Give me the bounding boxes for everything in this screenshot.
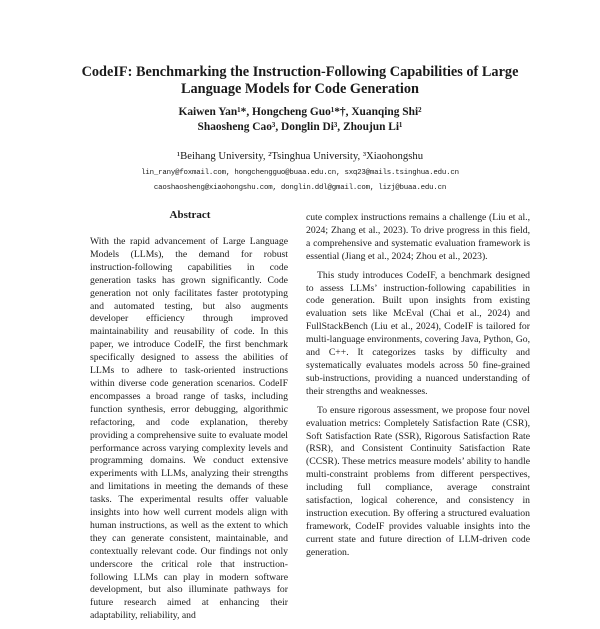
- emails-line-1: lin_rany@foxmail.com, hongchengguo@buaa.edu.cn, sxq23@mails.tsinghua.edu.cn: [141, 169, 459, 177]
- affiliations: ¹Beihang University, ²Tsinghua University, ³Xiaohongshu: [176, 150, 424, 162]
- emails-line-2: caoshaosheng@xiaohongshu.com, donglin.ddl@gmail.com, lizj@buaa.edu.cn: [153, 184, 447, 192]
- abstract-heading: Abstract: [169, 209, 211, 221]
- authors-line-2: Shaosheng Cao³, Donglin Di³, Zhoujun Li¹: [197, 121, 403, 133]
- authors-line-1: Kaiwen Yan¹*, Hongcheng Guo¹*†, Xuanqing Shi²: [178, 106, 422, 118]
- paper-title: [40, 64, 560, 98]
- right-column: [306, 212, 530, 566]
- abstract-text: With the rapid advancement of Large Language Models (LLMs), the demand for robust instruction-following capabilities in code generation tasks has grown significantly. Code generation not only facilitates faster prototyping and automated testing, but also augments developer efficiency through improved maintainability and reusability of code. In this paper, we introduce CodeIF, the first benchmark specifically designed to assess the abilities of LLMs to adhere to task-oriented instructions within diverse code generation scenarios. CodeIF encompasses a broad range of tasks, including function synthesis, error debugging, algorithmic refactoring, and code explanation, thereby providing a comprehensive suite to evaluate model performance across varying complexity levels and programming domains. We conduct extensive experiments with LLMs, analyzing their strengths and limitations in meeting the demands of these tasks. The experimental results offer valuable insights into how well current models align with human instructions, as well as the extent to which they can generate consistent, maintainable, and contextually relevant code. Our findings not only underscore the critical role that instruction-following LLMs can play in modern software development, but also illuminate pathways for future research aimed at enhancing their adaptability, reliability, and: [90, 236, 288, 622]
- author-list: [40, 105, 560, 135]
- intro-paragraph-metrics: To ensure rigorous assessment, we propose four novel evaluation metrics: Completely Satisfaction Rate (CSR), Soft Satisfaction Rate (SSR), Rigorous Satisfaction Rate (RSR), and Consistent Continuity Satisfaction Rate (CCSR). These metrics measure models’ ability to handle multi-constraint problems from different perspectives, including full compliance, average constraint satisfaction, logical coherence, and consistency in instruction execution. By offering a structured evaluation framework, CodeIF provides valuable insights into the current state and future direction of LLM-driven code generation.: [306, 404, 530, 558]
- left-column: [90, 236, 288, 629]
- intro-paragraph-codeif: This study introduces CodeIF, a benchmark designed to assess LLMs’ instruction-following capabilities in code generation. Built upon insights from existing evaluation sets like McEval (Chai et al., 2024) and FullStackBench (Liu et al., 2024), CodeIF is tailored for multi-language environments, covering Java, Python, Go, and C++. It categorizes tasks by difficulty and systematically evaluates models across 50 fine-grained sub-instructions, providing a nuanced understanding of their strengths and weaknesses.: [306, 269, 530, 397]
- intro-paragraph-continued: cute complex instructions remains a challenge (Liu et al., 2024; Zhang et al., 2023). To drive progress in this field, a comprehensive and systematic evaluation framework is essential (Jiang et al., 2024; Zhou et al., 2023).: [306, 212, 530, 262]
- title-line-2: Language Models for Code Generation: [180, 81, 419, 97]
- title-line-1: CodeIF: Benchmarking the Instruction-Following Capabilities of Large: [81, 64, 519, 80]
